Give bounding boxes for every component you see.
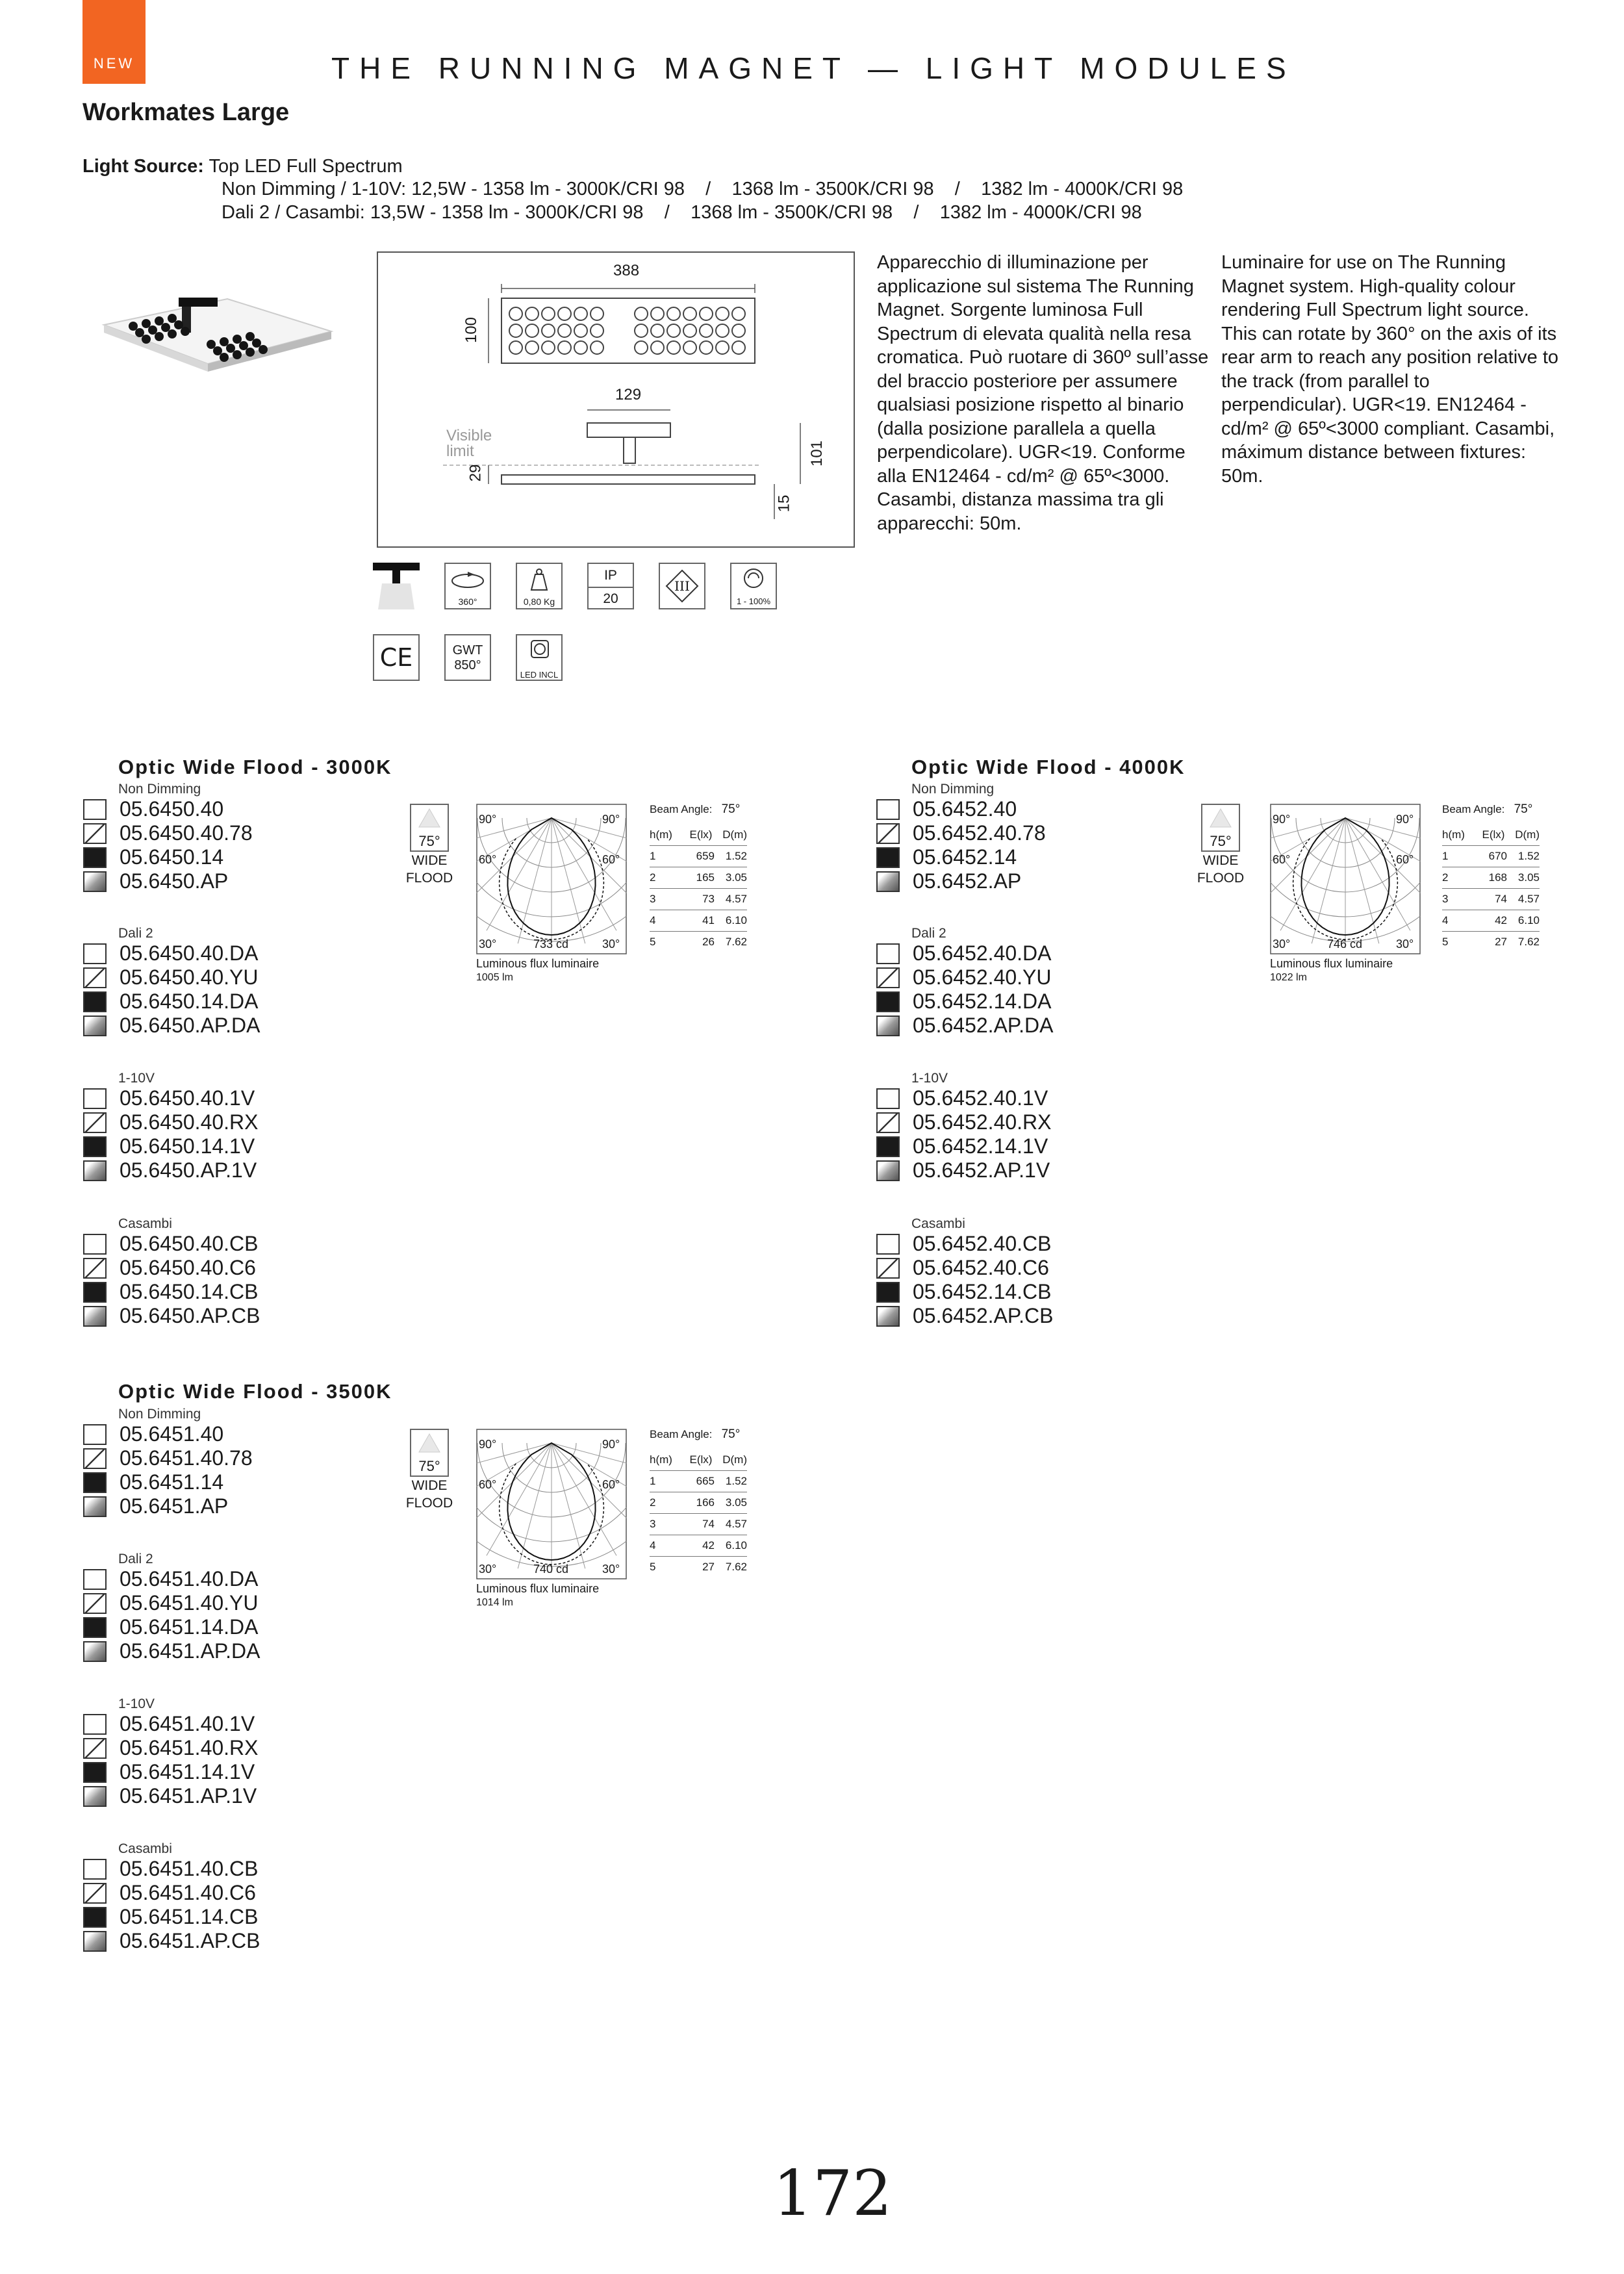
white-finish-swatch: [83, 799, 107, 820]
beam-table: [650, 1427, 747, 1578]
code-item: 05.6452.40.1V: [911, 1086, 1052, 1110]
white-finish-swatch: [83, 943, 107, 964]
code-item: 05.6451.14: [118, 1470, 253, 1494]
code-item: 05.6452.AP.CB: [911, 1304, 1053, 1328]
code-item: 05.6450.40.78: [118, 821, 253, 845]
code-item: 05.6450.AP: [118, 869, 253, 893]
black-finish-swatch: [876, 1136, 900, 1157]
custom-finish-swatch: [876, 823, 900, 844]
white-finish-swatch: [876, 1088, 900, 1109]
polar-label-90-left: 90°: [1273, 813, 1291, 826]
code-item: 05.6450.14.1V: [118, 1134, 259, 1158]
aluminium-finish-swatch: [876, 1016, 900, 1036]
custom-finish-swatch: [83, 1258, 107, 1279]
ip-value: 20: [603, 591, 618, 606]
code-group-non-dimming: [118, 782, 253, 893]
product-name: Workmates Large: [82, 99, 290, 126]
code-group-non-dimming: [911, 782, 1046, 893]
polar-label-90-right: 90°: [602, 813, 620, 826]
flux-label: Luminous flux luminaire: [1270, 957, 1393, 970]
beam-angle: [650, 1427, 747, 1442]
beam-angle-value: 75°: [721, 1427, 741, 1441]
code-group-non-dimming: [118, 1407, 253, 1518]
table-row: 5 26 7.62: [650, 936, 747, 948]
beam-angle: [1442, 802, 1540, 817]
white-finish-swatch: [876, 943, 900, 964]
track-spot-icon: [373, 563, 420, 609]
aluminium-finish-swatch: [876, 871, 900, 892]
group-label: Dali 2: [118, 926, 153, 941]
group-label: Non Dimming: [911, 782, 995, 797]
group-label: Casambi: [911, 1216, 965, 1231]
black-finish-swatch: [876, 1282, 900, 1303]
polar-label-60-left: 60°: [1273, 853, 1291, 866]
beam-name: WIDE FLOOD: [405, 853, 453, 886]
code-item: 05.6450.40.CB: [118, 1232, 260, 1256]
code-item: 05.6451.14.CB: [118, 1905, 260, 1929]
flux-value: 1022 lm: [1270, 972, 1307, 983]
custom-finish-swatch: [83, 1738, 107, 1759]
custom-finish-swatch: [876, 1258, 900, 1279]
aluminium-finish-swatch: [83, 871, 107, 892]
polar-label-60-right: 60°: [602, 853, 620, 866]
white-finish-swatch: [876, 1234, 900, 1255]
table-row: 4 42 6.10: [650, 1535, 747, 1557]
code-item: 05.6452.AP: [911, 869, 1046, 893]
polar-label-60-left: 60°: [479, 1478, 497, 1491]
white-finish-swatch: [83, 1859, 107, 1880]
white-finish-swatch: [83, 1088, 107, 1109]
rotation-icon: [444, 563, 491, 609]
beam-cone-icon: [410, 804, 449, 852]
code-item: 05.6452.40: [911, 797, 1046, 821]
polar-peak-intensity: 746 cd: [1327, 938, 1363, 951]
black-finish-swatch: [876, 991, 900, 1012]
code-item: 05.6452.AP.1V: [911, 1158, 1052, 1182]
table-header: h(m) E(lx) D(m): [1442, 824, 1540, 846]
light-source-line1: [82, 156, 403, 177]
group-label: Dali 2: [118, 1552, 153, 1566]
code-group-dali: [118, 926, 260, 1038]
polar-label-90-right: 90°: [602, 1438, 620, 1451]
table-header: h(m) E(lx) D(m): [650, 1450, 747, 1471]
table-row: 1 659 1.52: [650, 846, 747, 867]
custom-finish-swatch: [83, 967, 107, 988]
aluminium-finish-swatch: [83, 1641, 107, 1662]
polar-label-30-left: 30°: [1273, 938, 1291, 951]
table-row: 4 41 6.10: [650, 910, 747, 932]
group-label: Non Dimming: [118, 1407, 201, 1422]
beam-cone-icon: [1201, 804, 1240, 852]
code-item: 05.6451.AP: [118, 1494, 253, 1518]
class-label: III: [674, 578, 690, 594]
code-item: 05.6452.40.DA: [911, 941, 1053, 965]
code-item: 05.6451.40.C6: [118, 1881, 260, 1905]
black-finish-swatch: [83, 1617, 107, 1638]
code-item: 05.6451.40.CB: [118, 1857, 260, 1881]
code-item: 05.6451.AP.1V: [118, 1784, 259, 1808]
polar-label-60-right: 60°: [602, 1478, 620, 1491]
code-item: 05.6452.14: [911, 845, 1046, 869]
page-number: 172: [773, 2157, 893, 2230]
class-iii-icon: [659, 563, 705, 609]
beam-name: WIDE FLOOD: [405, 1478, 453, 1511]
light-source-type: Top LED Full Spectrum: [209, 156, 403, 177]
code-item: 05.6452.14.1V: [911, 1134, 1052, 1158]
technical-drawing: [377, 251, 855, 548]
group-label: Dali 2: [911, 926, 946, 941]
beam-badge-angle: 75°: [1210, 833, 1232, 849]
dim-29: 29: [466, 464, 485, 482]
code-item: 05.6452.40.CB: [911, 1232, 1053, 1256]
table-row: 1 670 1.52: [1442, 846, 1540, 867]
code-item: 05.6451.14.DA: [118, 1615, 260, 1639]
flux-label: Luminous flux luminaire: [476, 957, 600, 970]
flux-value: 1005 lm: [476, 972, 513, 983]
dim-arm: 129: [615, 386, 642, 403]
white-finish-swatch: [83, 1234, 107, 1255]
code-group-1-10v: [911, 1071, 1052, 1182]
code-item: 05.6451.AP.CB: [118, 1929, 260, 1953]
product-photo: [97, 286, 338, 403]
polar-label-30-right: 30°: [602, 938, 620, 951]
polar-label-30-right: 30°: [1396, 938, 1414, 951]
custom-finish-swatch: [83, 1448, 107, 1469]
white-finish-swatch: [83, 1569, 107, 1590]
code-item: 05.6450.40.RX: [118, 1110, 259, 1134]
weight-icon: [516, 563, 563, 609]
table-row: 2 168 3.05: [1442, 867, 1540, 889]
custom-finish-swatch: [83, 1593, 107, 1614]
table-header: h(m) E(lx) D(m): [650, 824, 747, 846]
table-row: 3 73 4.57: [650, 889, 747, 910]
table-row: 3 74 4.57: [1442, 889, 1540, 910]
code-item: 05.6450.AP.1V: [118, 1158, 259, 1182]
visible-limit-label: Visible limit: [446, 427, 492, 460]
group-label: Non Dimming: [118, 782, 201, 797]
code-item: 05.6452.40.RX: [911, 1110, 1052, 1134]
section-title: Optic Wide Flood - 3000K: [118, 756, 392, 778]
code-item: 05.6450.40.DA: [118, 941, 260, 965]
beam-table: [650, 802, 747, 952]
dimming-icon: [730, 563, 777, 609]
black-finish-swatch: [83, 1136, 107, 1157]
code-group-casambi: [118, 1216, 260, 1328]
code-item: 05.6450.14: [118, 845, 253, 869]
new-badge: NEW: [82, 0, 146, 84]
white-finish-swatch: [83, 1424, 107, 1445]
code-item: 05.6452.40.C6: [911, 1256, 1053, 1280]
polar-label-90-left: 90°: [479, 813, 497, 826]
table-row: 2 166 3.05: [650, 1492, 747, 1514]
black-finish-swatch: [83, 1282, 107, 1303]
beam-badge: [1194, 804, 1247, 887]
code-item: 05.6451.40.1V: [118, 1712, 259, 1736]
section-title: Optic Wide Flood - 3500K: [118, 1380, 392, 1403]
polar-diagram: [476, 804, 627, 983]
ip-label: IP: [589, 564, 633, 588]
polar-label-90-left: 90°: [479, 1438, 497, 1451]
polar-peak-intensity: 733 cd: [533, 938, 569, 951]
polar-label-30-left: 30°: [479, 1563, 497, 1576]
code-item: 05.6452.AP.DA: [911, 1014, 1053, 1038]
black-finish-swatch: [83, 1762, 107, 1783]
ip-rating-icon: [587, 563, 634, 609]
custom-finish-swatch: [83, 1112, 107, 1133]
code-item: 05.6451.AP.DA: [118, 1639, 260, 1663]
description-en: Luminaire for use on The Running Magnet system. High-quality colour rendering Full Spectrum light source. This can rotate by 360° on the axis of its rear arm to reach any position relative to the track (from parallel to perpendicular). UGR<19. EN12464 - cd/m² @ 65º<3000 compliant. Casambi, máximum distance between fixtures: 50m.: [1221, 252, 1559, 487]
beam-angle-value: 75°: [1514, 802, 1533, 816]
code-item: 05.6451.40: [118, 1422, 253, 1446]
aluminium-finish-swatch: [83, 1306, 107, 1327]
polar-peak-intensity: 740 cd: [533, 1563, 569, 1576]
code-group-dali: [911, 926, 1053, 1038]
black-finish-swatch: [83, 847, 107, 868]
code-item: 05.6451.14.1V: [118, 1760, 259, 1784]
aluminium-finish-swatch: [83, 1786, 107, 1807]
code-group-dali: [118, 1552, 260, 1663]
section-title: Optic Wide Flood - 4000K: [911, 756, 1186, 778]
table-row: 4 42 6.10: [1442, 910, 1540, 932]
code-item: 05.6452.40.78: [911, 821, 1046, 845]
black-finish-swatch: [83, 1907, 107, 1928]
aluminium-finish-swatch: [876, 1160, 900, 1181]
black-finish-swatch: [876, 847, 900, 868]
polar-label-30-right: 30°: [602, 1563, 620, 1576]
dim-height: 100: [463, 316, 481, 344]
beam-angle-value: 75°: [721, 802, 741, 816]
code-item: 05.6450.40.1V: [118, 1086, 259, 1110]
aluminium-finish-swatch: [83, 1931, 107, 1952]
black-finish-swatch: [83, 991, 107, 1012]
group-label: Casambi: [118, 1841, 172, 1856]
dimming-label: 1 - 100%: [736, 596, 771, 606]
polar-label-60-right: 60°: [1396, 853, 1414, 866]
beam-badge: [403, 1429, 456, 1512]
aluminium-finish-swatch: [83, 1016, 107, 1036]
white-finish-swatch: [876, 799, 900, 820]
ce-icon: CE: [373, 634, 420, 681]
code-item: 05.6450.40.YU: [118, 965, 260, 990]
dim-width: 388: [613, 262, 640, 279]
table-row: 5 27 7.62: [650, 1561, 747, 1573]
beam-badge-angle: 75°: [418, 833, 440, 849]
code-item: 05.6451.40.YU: [118, 1591, 260, 1615]
code-item: 05.6450.AP.DA: [118, 1014, 260, 1038]
beam-table: [1442, 802, 1540, 952]
polar-diagram: [1270, 804, 1421, 983]
weight-label: 0,80 Kg: [523, 596, 555, 607]
group-label: 1-10V: [911, 1071, 948, 1086]
code-item: 05.6451.40.78: [118, 1446, 253, 1470]
code-item: 05.6451.40.RX: [118, 1736, 259, 1760]
table-row: 1 665 1.52: [650, 1471, 747, 1492]
beam-angle-label: Beam Angle:: [650, 1428, 713, 1440]
light-source-label: Light Source:: [82, 156, 204, 177]
dim-101: 101: [808, 440, 826, 467]
description-it: Apparecchio di illuminazione per applicazione sul sistema The Running Magnet. Sorgente luminosa Full Spectrum di elevata qualità nella resa cromatica. Può ruotare di 360º sull’asse del braccio posteriore per assumere qualsiasi posizione rispetto al binario (dalla posizione parallela a quella perpendicolare). UGR<19. Conforme alla EN12464 - cd/m² @ 65º<3000. Casambi, distanza massima tra gli apparecchi: 50m.: [877, 252, 1209, 534]
gwt-icon: GWT 850°: [444, 634, 491, 681]
led-label: LED INCL: [520, 670, 559, 680]
custom-finish-swatch: [876, 967, 900, 988]
code-group-casambi: [118, 1841, 260, 1953]
code-group-1-10v: [118, 1071, 259, 1182]
table-row: 3 74 4.57: [650, 1514, 747, 1535]
flux-label: Luminous flux luminaire: [476, 1582, 600, 1595]
beam-angle-label: Beam Angle:: [650, 803, 713, 815]
table-row: 5 27 7.62: [1442, 936, 1540, 948]
code-item: 05.6452.14.DA: [911, 990, 1053, 1014]
beam-badge-angle: 75°: [418, 1458, 440, 1474]
group-label: Casambi: [118, 1216, 172, 1231]
custom-finish-swatch: [83, 823, 107, 844]
polar-diagram: [476, 1429, 627, 1608]
white-finish-swatch: [83, 1714, 107, 1735]
aluminium-finish-swatch: [876, 1306, 900, 1327]
flux-value: 1014 lm: [476, 1597, 513, 1608]
code-item: 05.6450.AP.CB: [118, 1304, 260, 1328]
group-label: 1-10V: [118, 1696, 155, 1711]
aluminium-finish-swatch: [83, 1160, 107, 1181]
beam-name: WIDE FLOOD: [1197, 853, 1245, 886]
code-group-1-10v: [118, 1696, 259, 1808]
led-included-icon: [516, 634, 563, 681]
custom-finish-swatch: [876, 1112, 900, 1133]
code-item: 05.6450.40.C6: [118, 1256, 260, 1280]
aluminium-finish-swatch: [83, 1496, 107, 1517]
code-item: 05.6451.40.DA: [118, 1567, 260, 1591]
custom-finish-swatch: [83, 1883, 107, 1904]
code-item: 05.6450.14.DA: [118, 990, 260, 1014]
code-item: 05.6450.40: [118, 797, 253, 821]
beam-cone-icon: [410, 1429, 449, 1477]
beam-angle: [650, 802, 747, 817]
rotation-label: 360°: [458, 596, 477, 607]
group-label: 1-10V: [118, 1071, 155, 1086]
polar-label-30-left: 30°: [479, 938, 497, 951]
light-source-line3: Dali 2 / Casambi: 13,5W - 1358 lm - 3000K/CRI 98 / 1368 lm - 3500K/CRI 98 / 1382 lm - 4000K/CRI 98: [222, 202, 1142, 223]
polar-label-60-left: 60°: [479, 853, 497, 866]
code-item: 05.6452.14.CB: [911, 1280, 1053, 1304]
light-source-line2: Non Dimming / 1-10V: 12,5W - 1358 lm - 3000K/CRI 98 / 1368 lm - 3500K/CRI 98 / 1382 lm - 4000K/CRI 98: [222, 179, 1184, 199]
polar-label-90-right: 90°: [1396, 813, 1414, 826]
code-item: 05.6450.14.CB: [118, 1280, 260, 1304]
black-finish-swatch: [83, 1472, 107, 1493]
code-item: 05.6452.40.YU: [911, 965, 1053, 990]
code-group-casambi: [911, 1216, 1053, 1328]
dim-15: 15: [775, 494, 793, 513]
table-row: 2 165 3.05: [650, 867, 747, 889]
page-title: THE RUNNING MAGNET — LIGHT MODULES: [331, 51, 1296, 85]
beam-angle-label: Beam Angle:: [1442, 803, 1505, 815]
beam-badge: [403, 804, 456, 887]
